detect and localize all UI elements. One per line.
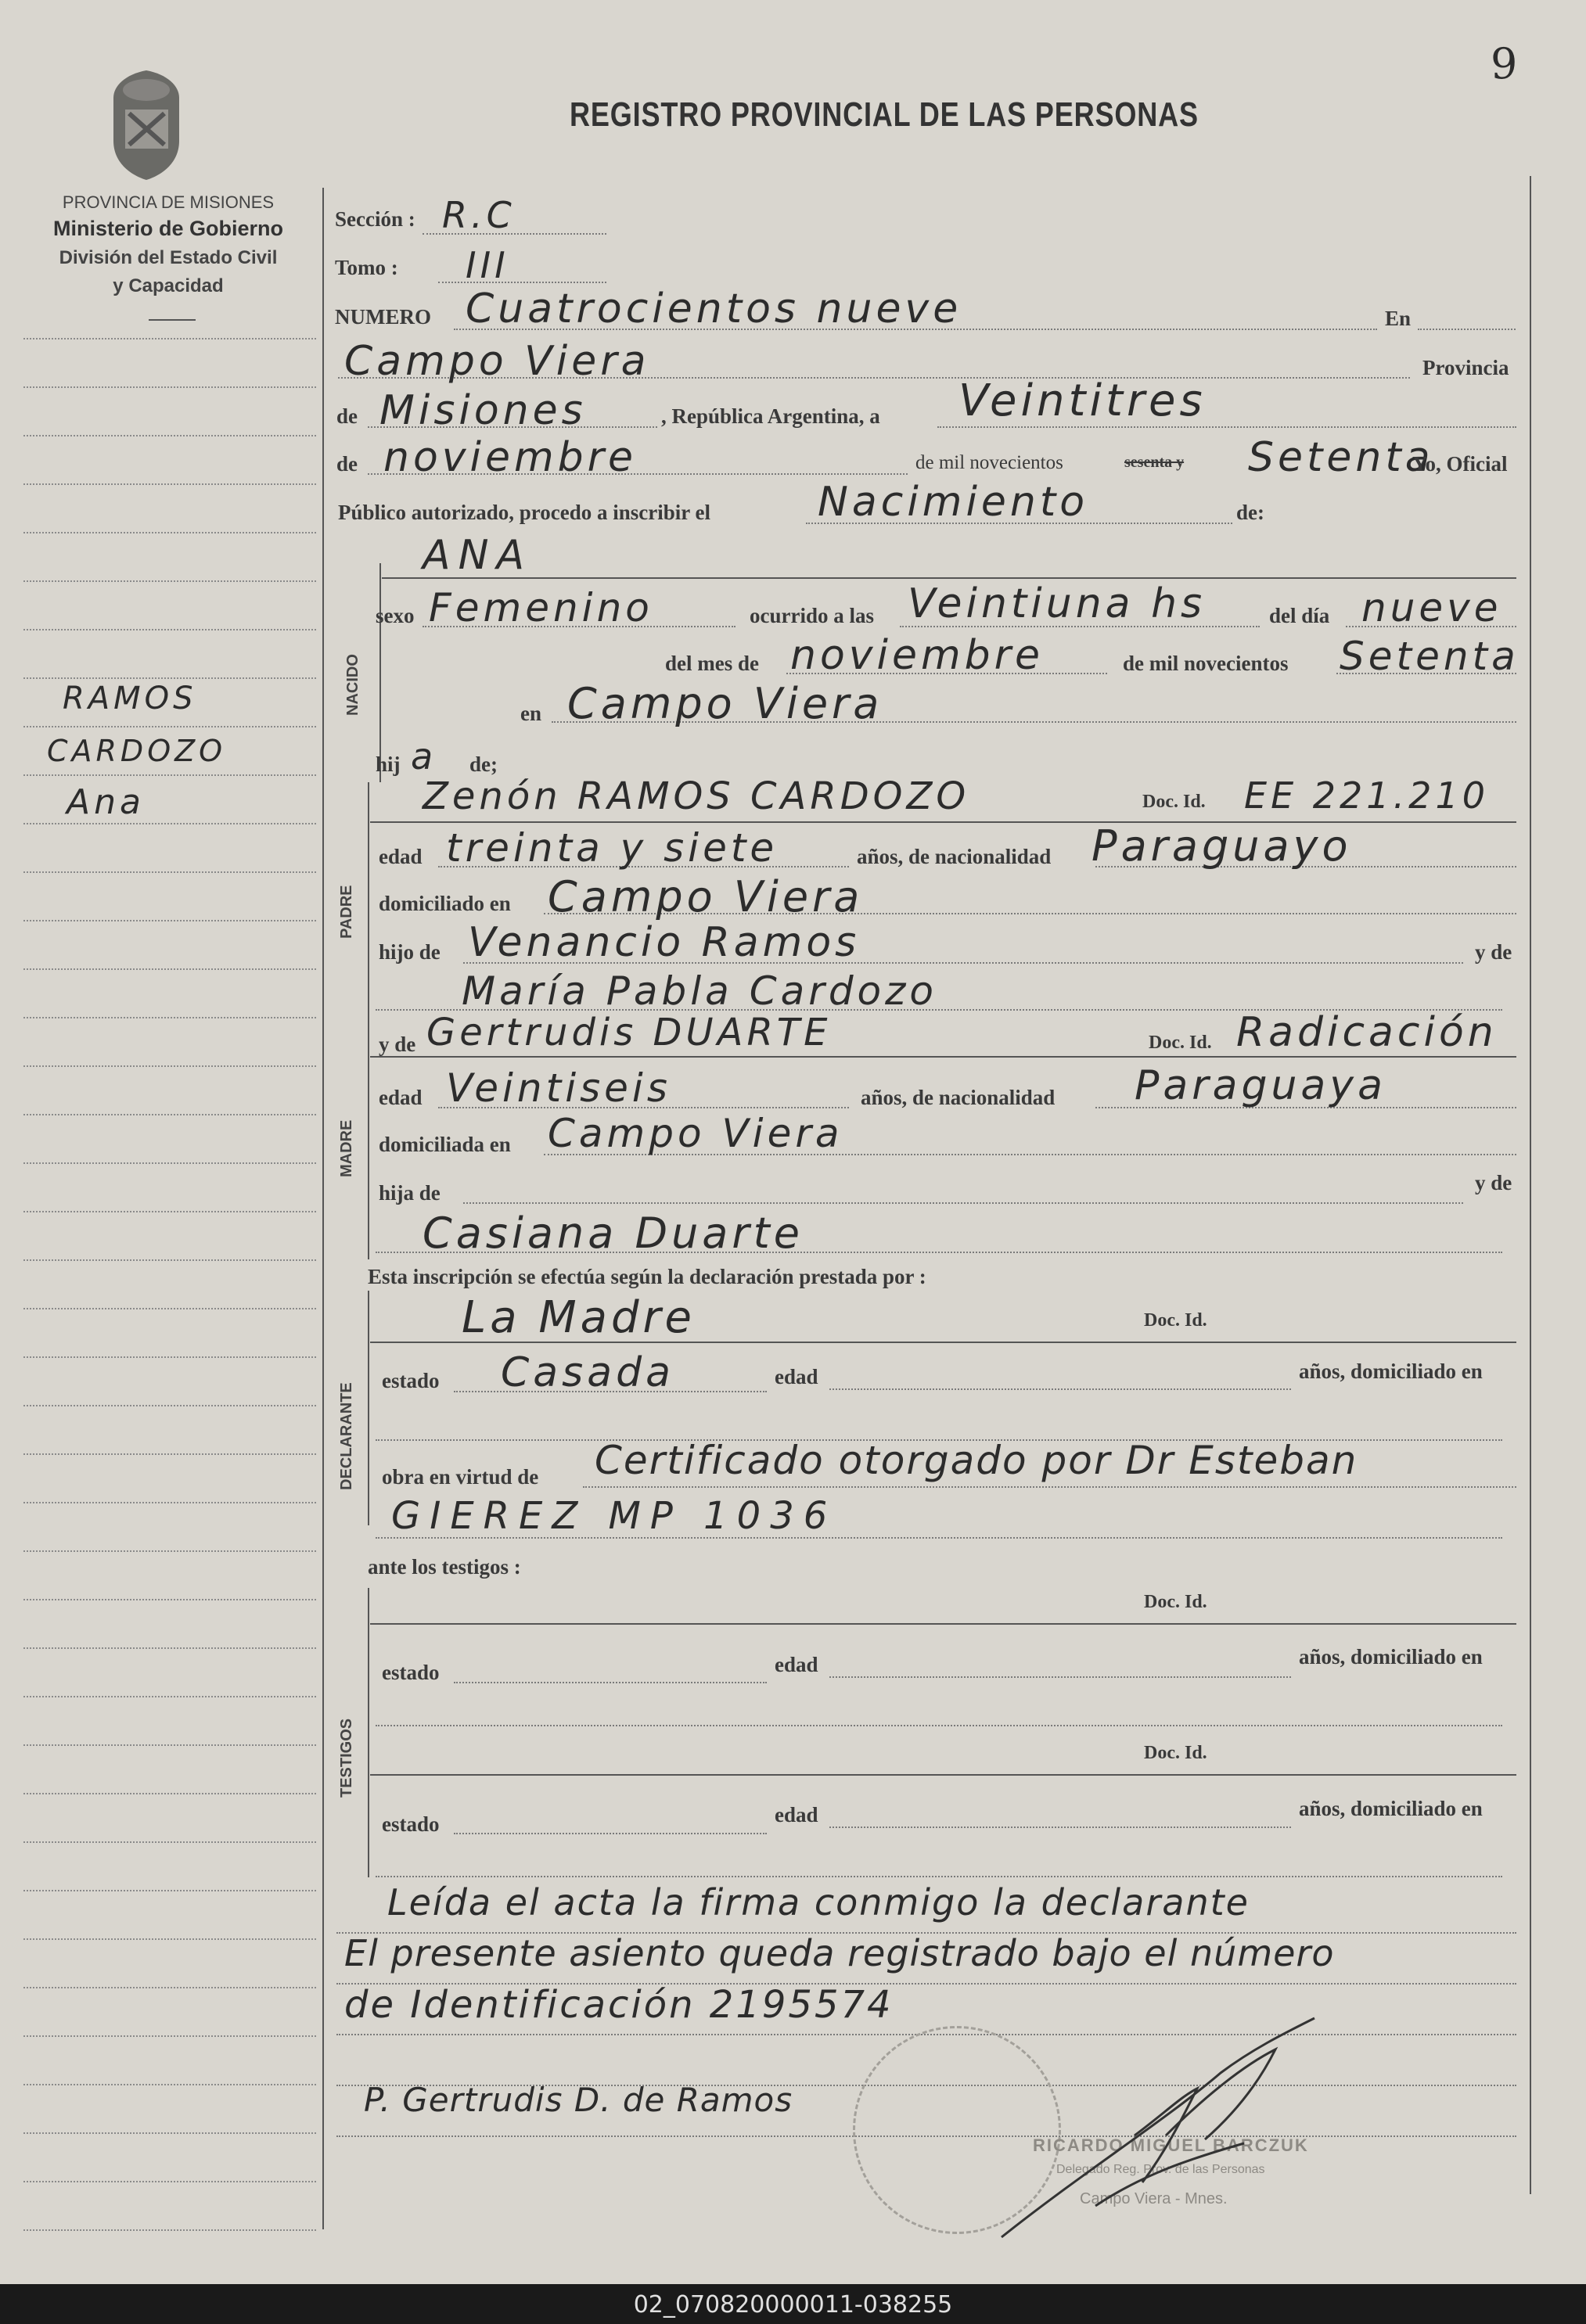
closing-line-2: El presente asiento queda registrado bajo el número <box>344 1932 1335 1974</box>
del-mes-label: del mes de <box>665 652 759 675</box>
division-label-1: División del Estado Civil <box>59 247 278 268</box>
seccion-label: Sección : <box>335 207 415 231</box>
closing-line-1: Leída el acta la firma conmigo la declarante <box>387 1881 1250 1923</box>
de-label-1: de <box>336 404 358 428</box>
anio-nac-value: Setenta <box>1340 634 1519 679</box>
testigo2-edad-label: edad <box>775 1803 818 1827</box>
stamp-title: Delegado Reg. Prov. de las Personas <box>1056 2163 1265 2176</box>
padre-value: Zenón RAMOS CARDOZO <box>423 774 970 818</box>
de-mil-label: de mil novecientos <box>915 452 1063 473</box>
testigo1-doc-label: Doc. Id. <box>1144 1592 1207 1612</box>
stamp-place: Campo Viera - Mnes. <box>1080 2190 1228 2207</box>
testigo1-edad-label: edad <box>775 1653 818 1676</box>
margin-surname-1: RAMOS <box>63 681 197 717</box>
nacido-side-label: NACIDO <box>344 654 361 716</box>
provincia-label: Provincia <box>1422 356 1509 379</box>
padre-doc-value: EE 221.210 <box>1244 774 1489 817</box>
padre-nac-value: Paraguayo <box>1091 821 1352 871</box>
mes-nac-value: noviembre <box>790 632 1045 679</box>
obra-label: obra en virtud de <box>382 1465 539 1489</box>
declarante-value: La Madre <box>462 1292 696 1343</box>
testigo2-estado-label: estado <box>382 1812 440 1836</box>
testigos-label: ante los testigos : <box>368 1555 521 1579</box>
margin-surname-2: CARDOZO <box>47 734 227 768</box>
padre-edad-value: treinta y siete <box>446 825 779 871</box>
testigos-side-label: TESTIGOS <box>338 1718 355 1798</box>
obra-value-2: GIEREZ MP 1036 <box>391 1494 837 1538</box>
province-label: PROVINCIA DE MISIONES <box>62 192 275 212</box>
acto-value: Nacimiento <box>818 479 1089 526</box>
hija-de-label: hija de <box>379 1181 441 1205</box>
del-dia-label: del día <box>1269 604 1330 627</box>
en-nac-label: en <box>520 702 541 725</box>
padre-dom-value: Campo Viera <box>548 872 864 921</box>
testigo1-anios-label: años, domiciliado en <box>1299 1645 1483 1668</box>
padre-dom-label: domiciliado en <box>379 892 511 915</box>
madre-edad-label: edad <box>379 1086 423 1109</box>
page-title: REGISTRO PROVINCIAL DE LAS PERSONAS <box>570 95 1199 134</box>
republica-label: , República Argentina, a <box>661 404 880 428</box>
decl-estado-value: Casada <box>501 1349 675 1396</box>
esta-inscripcion-label: Esta inscripción se efectúa según la declaración prestada por : <box>368 1265 926 1288</box>
en-label: En <box>1385 307 1412 330</box>
nombre-value: ANA <box>423 532 533 579</box>
dia-nac-value: nueve <box>1361 585 1502 630</box>
sexo-label: sexo <box>376 604 415 627</box>
yo-oficial-label: Yo, Oficial <box>1412 452 1508 476</box>
y-de-label-2: y de <box>379 1033 416 1056</box>
testigo2-doc-label: Doc. Id. <box>1144 1743 1207 1763</box>
hijo-de-label: hijo de <box>379 940 441 964</box>
publico-label: Público autorizado, procedo a inscribir el <box>338 501 710 524</box>
testigo1-estado-label: estado <box>382 1661 440 1684</box>
de-mil-nac-label: de mil novecientos <box>1123 652 1289 675</box>
declarante-side-label: DECLARANTE <box>338 1382 355 1490</box>
signature-declarante: P. Gertrudis D. de Ramos <box>364 2081 793 2119</box>
seccion-value: R.C <box>442 194 516 236</box>
y-de-label-1: y de <box>1475 940 1512 964</box>
abuela-value: María Pabla Cardozo <box>462 968 937 1014</box>
madre-value: Gertrudis DUARTE <box>426 1011 832 1054</box>
closing-line-3: de Identificación 2195574 <box>344 1983 894 2027</box>
stamp-name: RICARDO MIGUEL BARCZUK <box>1033 2135 1309 2155</box>
madre-dom-value: Campo Viera <box>548 1111 843 1156</box>
footer-id: 02_070820000011-038255 <box>633 2291 953 2319</box>
madre-anios-label: años, de nacionalidad <box>861 1086 1056 1109</box>
ministry-label: Ministerio de Gobierno <box>52 217 284 240</box>
lugar-value: Campo Viera <box>344 338 650 385</box>
y-de-label-3: y de <box>1475 1171 1512 1194</box>
coat-of-arms-icon <box>102 66 192 184</box>
division-label-2: y Capacidad <box>113 275 224 296</box>
de-colon-label: de: <box>1236 501 1264 524</box>
tomo-value: III <box>466 244 509 286</box>
decl-estado-label: estado <box>382 1369 440 1392</box>
provincia-value: Misiones <box>379 387 587 434</box>
declarante-doc-label: Doc. Id. <box>1144 1310 1207 1331</box>
numero-value: Cuatrocientos nueve <box>466 286 962 332</box>
margin-given-name: Ana <box>67 782 145 822</box>
signature-official-icon <box>986 2003 1346 2261</box>
lugar-nac-value: Campo Viera <box>567 679 883 728</box>
padre-edad-label: edad <box>379 845 423 868</box>
decl-anios-label: años, domiciliado en <box>1299 1360 1483 1383</box>
hij-suffix: a <box>411 735 437 778</box>
page-number: 9 <box>1491 39 1522 88</box>
madre-nac-value: Paraguaya <box>1135 1062 1386 1109</box>
ocurrido-label: ocurrido a las <box>750 604 874 627</box>
de-semicolon-label: de; <box>469 753 498 776</box>
tomo-label: Tomo : <box>335 256 398 279</box>
obra-value: Certificado otorgado por Dr Esteban <box>595 1438 1358 1483</box>
sexo-value: Femenino <box>429 585 653 630</box>
madre-edad-value: Veintiseis <box>446 1065 671 1111</box>
padre-anios-label: años, de nacionalidad <box>857 845 1052 868</box>
struck-text: sesenta y <box>1124 454 1185 471</box>
padre-side-label: PADRE <box>338 885 355 939</box>
de-label-2: de <box>336 452 358 476</box>
abuela-materna-value: Casiana Duarte <box>423 1209 804 1258</box>
madre-dom-label: domiciliada en <box>379 1133 511 1156</box>
madre-side-label: MADRE <box>338 1119 355 1177</box>
abuelo-value: Venancio Ramos <box>468 919 861 966</box>
decl-edad-label: edad <box>775 1365 818 1388</box>
madre-doc-label: Doc. Id. <box>1149 1033 1212 1053</box>
anio-registro-value: Setenta <box>1248 434 1434 481</box>
numero-label: NUMERO <box>335 305 431 329</box>
testigo2-anios-label: años, domiciliado en <box>1299 1797 1483 1820</box>
hora-value: Veintiuna hs <box>908 580 1207 627</box>
madre-doc-value: Radicación <box>1236 1009 1498 1056</box>
dia-registro-value: Veintitres <box>958 375 1207 426</box>
mes-registro-value: noviembre <box>383 434 638 481</box>
hij-label: hij <box>376 753 401 776</box>
padre-doc-label: Doc. Id. <box>1142 792 1206 812</box>
